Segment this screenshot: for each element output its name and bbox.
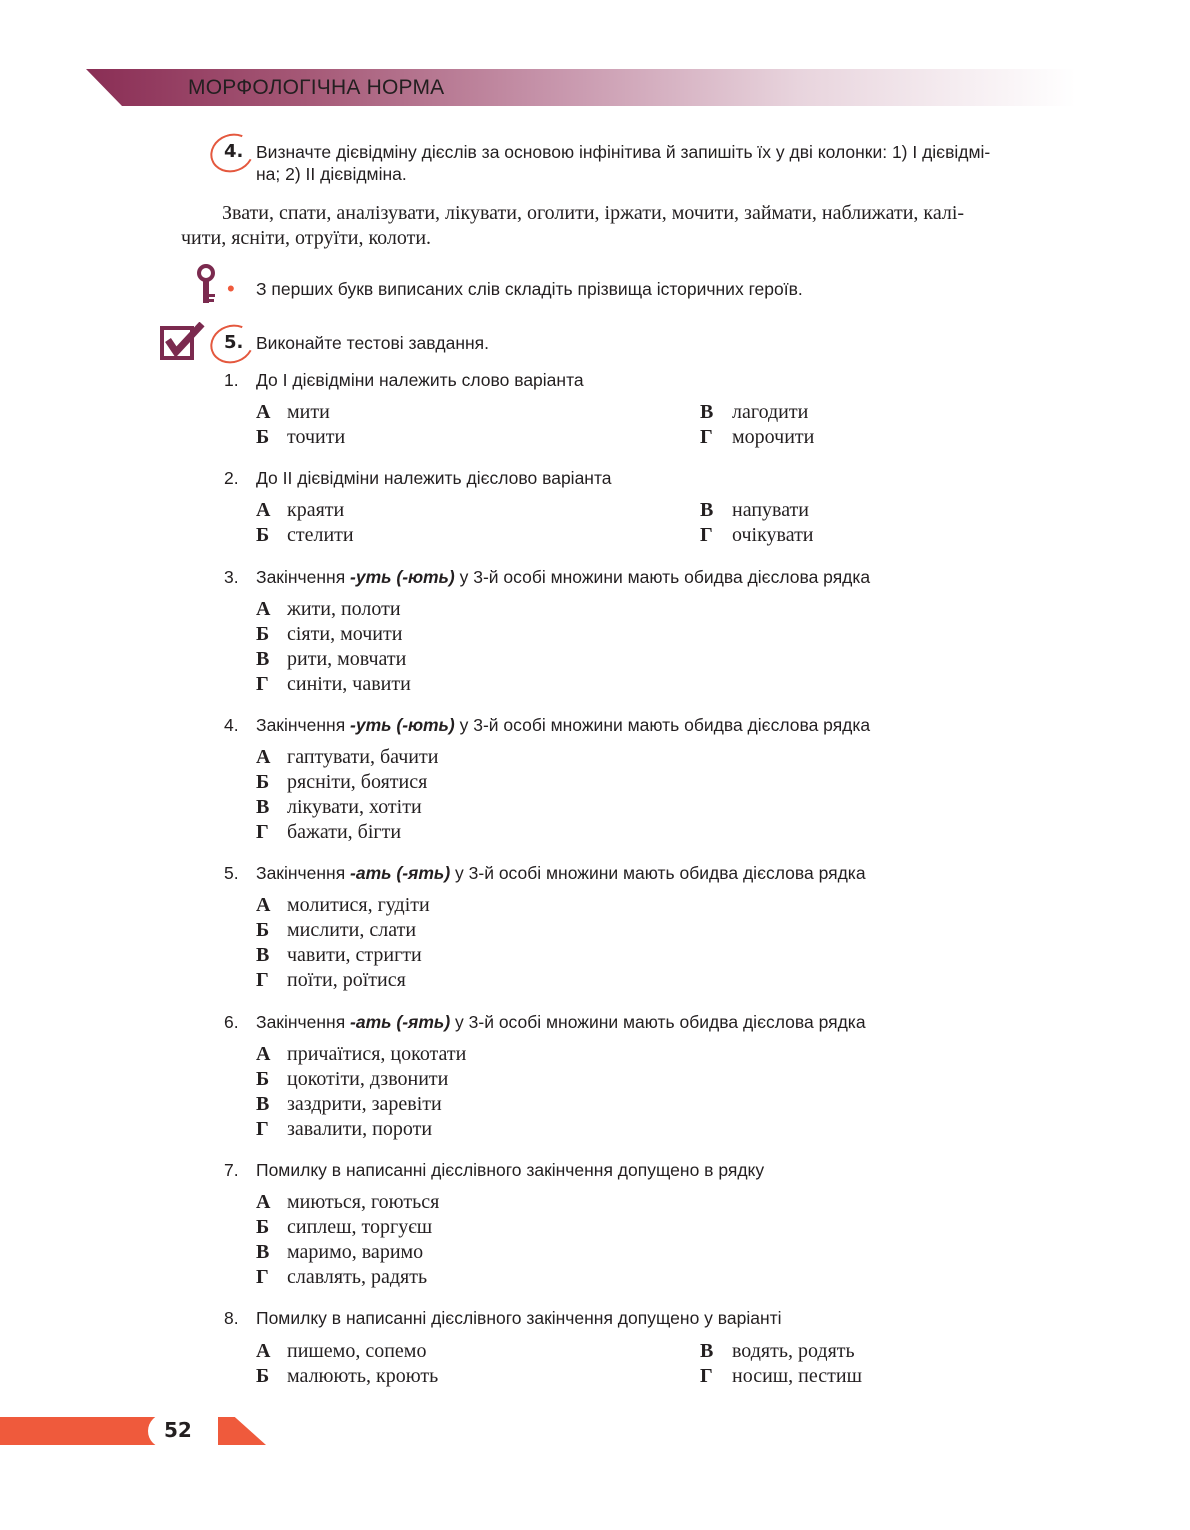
task-instruction-line: на; 2) ІІ дієвідміна. xyxy=(256,164,407,184)
option-letter: А xyxy=(256,894,271,916)
option-letter: А xyxy=(256,1340,271,1362)
option-text: завалити, пороти xyxy=(287,1118,433,1140)
option-text: маримо, варимо xyxy=(287,1241,424,1263)
option-letter: Б xyxy=(256,524,270,546)
option-letter: Г xyxy=(700,1365,713,1387)
option-text: мити xyxy=(287,401,330,423)
option-letter: Г xyxy=(700,524,713,546)
option-letter: А xyxy=(256,1191,271,1213)
hint-text: З перших букв виписаних слів складіть прізвища історичних героїв. xyxy=(256,279,803,299)
option-letter: Г xyxy=(256,1118,269,1140)
question-number: 1. xyxy=(224,370,239,390)
option-letter: Б xyxy=(256,919,270,941)
option-text: причаїтися, цокотати xyxy=(287,1043,467,1065)
checkbox-check-icon xyxy=(160,322,206,362)
option-text: заздрити, заревіти xyxy=(287,1093,442,1115)
option-text: синіти, чавити xyxy=(287,673,411,695)
option-text: молитися, гудіти xyxy=(287,894,430,916)
question-text: Помилку в написанні дієслівного закінчення допущено в рядку xyxy=(256,1160,765,1180)
hint-bullet: • xyxy=(227,276,235,301)
option-text: малюють, кроють xyxy=(287,1365,439,1387)
option-letter: А xyxy=(256,598,271,620)
option-letter: А xyxy=(256,499,271,521)
option-text: стелити xyxy=(287,524,354,546)
option-text: мислити, слати xyxy=(287,919,417,941)
option-letter: В xyxy=(256,796,270,818)
question-emphasis: -ать (-ять) xyxy=(350,863,451,883)
question-number: 7. xyxy=(224,1160,239,1180)
option-letter: Г xyxy=(700,426,713,448)
question-text: Помилку в написанні дієслівного закінчення допущено у варіанті xyxy=(256,1308,782,1328)
footer-arrow xyxy=(218,1417,266,1445)
question-text: Закінчення -уть (-ють) у 3-й особі множини мають обидва дієслова рядка xyxy=(256,567,871,587)
option-letter: Г xyxy=(256,969,269,991)
option-text: сіяти, мочити xyxy=(287,623,403,645)
option-text: краяти xyxy=(287,499,345,521)
question-emphasis: -ать (-ять) xyxy=(350,1012,451,1032)
question-number: 8. xyxy=(224,1308,239,1328)
question-number: 3. xyxy=(224,567,239,587)
option-letter: Б xyxy=(256,1068,270,1090)
question-number: 6. xyxy=(224,1012,239,1032)
option-text: морочити xyxy=(732,426,815,448)
option-text: водять, родять xyxy=(732,1340,855,1362)
exercise-words-line: чити, ясніти, отруїти, колоти. xyxy=(181,227,432,249)
page-header-title: МОРФОЛОГІЧНА НОРМА xyxy=(188,76,445,99)
option-letter: Б xyxy=(256,1216,270,1238)
question-emphasis: -уть (-ють) xyxy=(350,715,455,735)
option-letter: А xyxy=(256,1043,271,1065)
key-icon xyxy=(190,264,222,306)
option-text: жити, полоти xyxy=(287,598,401,620)
option-letter: В xyxy=(256,944,270,966)
option-text: сиплеш, торгуєш xyxy=(287,1216,433,1238)
option-letter: Б xyxy=(256,623,270,645)
option-text: бажати, бігти xyxy=(287,821,402,843)
question-number: 4. xyxy=(224,715,239,735)
option-letter: В xyxy=(700,1340,714,1362)
task-number: 5. xyxy=(224,332,244,353)
option-text: гаптувати, бачити xyxy=(287,746,439,768)
option-letter: А xyxy=(256,401,271,423)
option-text: лагодити xyxy=(732,401,809,423)
question-number: 2. xyxy=(224,468,239,488)
option-text: поїти, роїтися xyxy=(287,969,406,991)
exercise-words-line: Звати, спати, аналізувати, лікувати, оголити, іржати, мочити, займати, наближати, калі- xyxy=(222,202,965,224)
option-letter: Б xyxy=(256,426,270,448)
question-text: До ІІ дієвідміни належить дієслово варіанта xyxy=(256,468,612,488)
question-text: Закінчення -ать (-ять) у 3-й особі множини мають обидва дієслова рядка xyxy=(256,863,866,883)
option-text: рити, мовчати xyxy=(287,648,407,670)
option-text: славлять, радять xyxy=(287,1266,428,1288)
option-text: пишемо, сопемо xyxy=(287,1340,427,1362)
option-letter: А xyxy=(256,746,271,768)
option-letter: В xyxy=(700,401,714,423)
option-text: точити xyxy=(287,426,346,448)
page-number: 52 xyxy=(164,1418,192,1442)
option-letter: Б xyxy=(256,771,270,793)
option-letter: В xyxy=(256,1093,270,1115)
option-text: очікувати xyxy=(732,524,814,546)
option-letter: В xyxy=(256,1241,270,1263)
option-text: носиш, пестиш xyxy=(732,1365,862,1387)
question-text: До І дієвідміни належить слово варіанта xyxy=(256,370,584,390)
question-text: Закінчення -уть (-ють) у 3-й особі множини мають обидва дієслова рядка xyxy=(256,715,871,735)
task-instruction: Виконайте тестові завдання. xyxy=(256,333,489,353)
question-text: Закінчення -ать (-ять) у 3-й особі множини мають обидва дієслова рядка xyxy=(256,1012,866,1032)
option-text: лікувати, хотіти xyxy=(287,796,422,818)
option-text: цокотіти, дзвонити xyxy=(287,1068,449,1090)
footer-bar xyxy=(0,1417,160,1445)
option-text: чавити, стригти xyxy=(287,944,422,966)
option-text: рясніти, боятися xyxy=(287,771,428,793)
option-letter: В xyxy=(700,499,714,521)
option-text: напувати xyxy=(732,499,810,521)
task-number: 4. xyxy=(224,141,244,162)
task-instruction-line: Визначте дієвідміну дієслів за основою інфінітива й запишіть їх у дві колонки: 1) І дієвідмі- xyxy=(256,142,991,162)
option-letter: Г xyxy=(256,821,269,843)
question-number: 5. xyxy=(224,863,239,883)
option-letter: Г xyxy=(256,673,269,695)
option-letter: В xyxy=(256,648,270,670)
question-emphasis: -уть (-ють) xyxy=(350,567,455,587)
option-text: миються, гоються xyxy=(287,1191,440,1213)
option-letter: Б xyxy=(256,1365,270,1387)
option-letter: Г xyxy=(256,1266,269,1288)
